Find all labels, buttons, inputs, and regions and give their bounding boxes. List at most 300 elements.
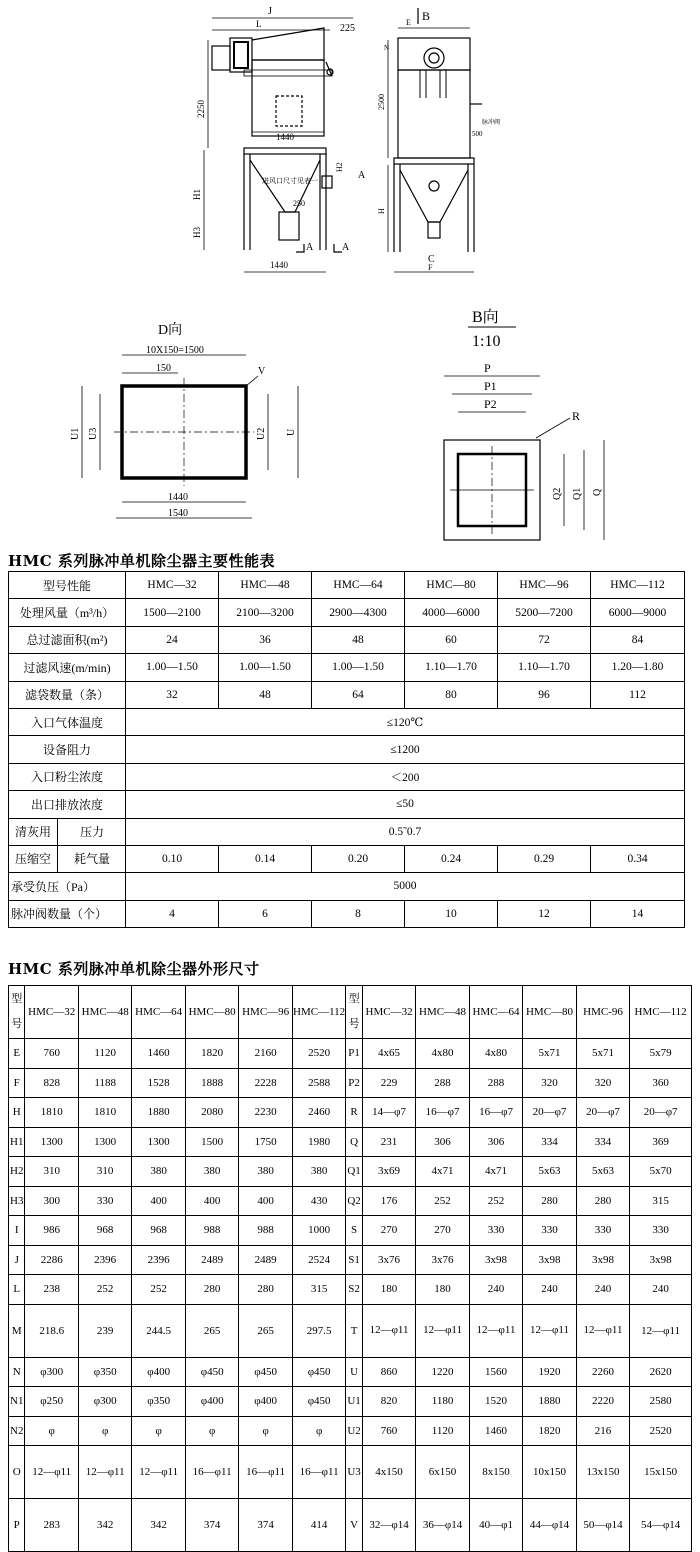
- table-cell: 0.5˜0.7: [126, 818, 685, 845]
- table-cell: 310: [25, 1157, 78, 1187]
- dim-1540: 1540: [168, 508, 188, 519]
- header-cell: HMC—96: [498, 572, 591, 599]
- row-label: 过滤风速(m/min): [9, 654, 126, 681]
- table-row: [9, 572, 685, 599]
- table-cell: 1000: [292, 1216, 345, 1246]
- table-cell: 0.29: [498, 845, 591, 872]
- table-cell: 360: [630, 1068, 692, 1098]
- table-cell: 3x98: [469, 1245, 522, 1275]
- table-row: [9, 845, 685, 872]
- row-label: N: [9, 1357, 25, 1387]
- dim-e: E: [406, 18, 411, 27]
- row-label: S: [346, 1216, 362, 1246]
- table-cell: 2396: [132, 1245, 185, 1275]
- label-b: B: [422, 9, 431, 23]
- table-cell: 8x150: [469, 1446, 522, 1499]
- table-cell: 2460: [292, 1098, 345, 1128]
- table-cell: 3x69: [362, 1157, 415, 1187]
- table-row: [9, 1416, 692, 1446]
- header-cell: HMC—64: [469, 986, 522, 1039]
- row-label: 总过滤面积(m²): [9, 626, 126, 653]
- table-cell: 2220: [576, 1387, 629, 1417]
- table-cell: 2489: [185, 1245, 238, 1275]
- table-cell: 2228: [239, 1068, 292, 1098]
- table-cell: 50—φ14: [576, 1499, 629, 1552]
- table-cell: 1.00—1.50: [312, 654, 405, 681]
- table-cell: φ300: [78, 1387, 131, 1417]
- dim-10x150: 10X150=1500: [146, 345, 204, 356]
- table-cell: 5x71: [523, 1039, 576, 1069]
- table-cell: 430: [292, 1186, 345, 1216]
- table-cell: 297.5: [292, 1304, 345, 1357]
- table-cell: 3x76: [362, 1245, 415, 1275]
- table-cell: 24: [126, 626, 219, 653]
- table-cell: 6000—9000: [591, 599, 685, 626]
- table-row: [9, 1499, 692, 1552]
- table-cell: 0.34: [591, 845, 685, 872]
- inlet-note: 进风口尺寸见表一: [262, 177, 318, 185]
- table-cell: 252: [416, 1186, 469, 1216]
- header-cell: HMC—64: [132, 986, 185, 1039]
- table-cell: 5x63: [523, 1157, 576, 1187]
- table-cell: ＜200: [126, 763, 685, 790]
- table-cell: 1120: [416, 1416, 469, 1446]
- table-cell: 283: [25, 1499, 78, 1552]
- table-cell: 1.10—1.70: [498, 654, 591, 681]
- table-cell: 306: [416, 1127, 469, 1157]
- dim-f: F: [428, 263, 433, 272]
- table-cell: 4x71: [469, 1157, 522, 1187]
- table-cell: 280: [576, 1186, 629, 1216]
- table-cell: 36: [219, 626, 312, 653]
- table-cell: 0.24: [405, 845, 498, 872]
- dim-q2: Q2: [552, 487, 563, 500]
- row-label: Q: [346, 1127, 362, 1157]
- table-cell: 2100—3200: [219, 599, 312, 626]
- header-cell: HMC—32: [25, 986, 78, 1039]
- table-cell: φ350: [78, 1357, 131, 1387]
- table-cell: 20—φ7: [576, 1098, 629, 1128]
- table-cell: φ: [78, 1416, 131, 1446]
- table-cell: 270: [362, 1216, 415, 1246]
- row-label: 处理风量（m³/h）: [9, 599, 126, 626]
- row-label: U2: [346, 1416, 362, 1446]
- dim-u: U: [286, 428, 297, 436]
- header-cell: HMC—32: [126, 572, 219, 599]
- table-cell: 12—φ11: [132, 1446, 185, 1499]
- table-cell: 400: [239, 1186, 292, 1216]
- header-cell: 型号: [9, 986, 25, 1039]
- performance-title: HMC 系列脉冲单机除尘器主要性能表: [8, 552, 275, 570]
- table-cell: 380: [239, 1157, 292, 1187]
- table-cell: 320: [576, 1068, 629, 1098]
- table-cell: 988: [185, 1216, 238, 1246]
- dim-h3: H3: [192, 227, 202, 238]
- dim-p1: P1: [484, 379, 497, 393]
- table-cell: 1880: [132, 1098, 185, 1128]
- table-cell: 40—φ1: [469, 1499, 522, 1552]
- pressure-label: 压力: [79, 824, 104, 839]
- row-label: H3: [9, 1186, 25, 1216]
- dim-p2: P2: [484, 397, 497, 411]
- table-cell: 176: [362, 1186, 415, 1216]
- table-cell: φ: [239, 1416, 292, 1446]
- table-row: [9, 1068, 692, 1098]
- table-row: [9, 681, 685, 708]
- header-cell: HMC—112: [591, 572, 685, 599]
- table-cell: 310: [78, 1157, 131, 1187]
- table-cell: 15x150: [630, 1446, 692, 1499]
- side-view: [358, 8, 500, 272]
- front-view: [192, 6, 355, 272]
- table-cell: 4: [126, 900, 219, 927]
- label-v: V: [258, 366, 266, 377]
- table-cell: 16—φ11: [185, 1446, 238, 1499]
- table-cell: φ350: [132, 1387, 185, 1417]
- table-cell: 1.20—1.80: [591, 654, 685, 681]
- table-cell: 16—φ7: [469, 1098, 522, 1128]
- table-cell: 288: [416, 1068, 469, 1098]
- dim-u1: U1: [70, 427, 81, 440]
- dim-1440-inner: 1440: [276, 132, 294, 142]
- table-cell: 20—φ7: [523, 1098, 576, 1128]
- table-cell: ≤50: [126, 791, 685, 818]
- row-label: N2: [9, 1416, 25, 1446]
- table-cell: 12—φ11: [78, 1446, 131, 1499]
- table-cell: 20—φ7: [630, 1098, 692, 1128]
- table-row: [9, 791, 685, 818]
- table-cell: 1300: [132, 1127, 185, 1157]
- table-cell: 2396: [78, 1245, 131, 1275]
- clean-air-label-2: [9, 845, 126, 872]
- dim-q1: Q1: [572, 487, 583, 500]
- table-cell: 0.20: [312, 845, 405, 872]
- table-cell: 1500: [185, 1127, 238, 1157]
- table-cell: 400: [132, 1186, 185, 1216]
- dim-1440-d: 1440: [168, 492, 188, 503]
- dim-225: 225: [340, 23, 355, 34]
- table-cell: 8: [312, 900, 405, 927]
- table-cell: 5x70: [630, 1157, 692, 1187]
- header-cell: HMC—48: [78, 986, 131, 1039]
- table-cell: 1.10—1.70: [405, 654, 498, 681]
- row-label: Q1: [346, 1157, 362, 1187]
- header-cell: 型号性能: [9, 572, 126, 599]
- table-cell: 32—φ14: [362, 1499, 415, 1552]
- table-cell: 12: [498, 900, 591, 927]
- table-cell: 300: [25, 1186, 78, 1216]
- table-cell: 330: [469, 1216, 522, 1246]
- table-cell: 334: [523, 1127, 576, 1157]
- table-cell: 2260: [576, 1357, 629, 1387]
- dim-2250: 2250: [196, 100, 206, 118]
- header-cell: HMC—80: [185, 986, 238, 1039]
- table-cell: 4x65: [362, 1039, 415, 1069]
- table-cell: 1980: [292, 1127, 345, 1157]
- table-cell: 306: [469, 1127, 522, 1157]
- table-cell: 265: [239, 1304, 292, 1357]
- table-cell: 5200—7200: [498, 599, 591, 626]
- table-cell: 240: [630, 1275, 692, 1305]
- table-cell: 10x150: [523, 1446, 576, 1499]
- table-cell: 1880: [523, 1387, 576, 1417]
- row-label: 承受负压（Pa）: [9, 873, 126, 900]
- table-cell: 218.6: [25, 1304, 78, 1357]
- table-cell: 1810: [78, 1098, 131, 1128]
- row-label: 入口粉尘浓度: [9, 763, 126, 790]
- table-cell: 1820: [185, 1039, 238, 1069]
- table-cell: 1.00—1.50: [219, 654, 312, 681]
- label-a2: A: [342, 242, 350, 253]
- row-label: 滤袋数量（条）: [9, 681, 126, 708]
- table-cell: 968: [132, 1216, 185, 1246]
- table-cell: 2286: [25, 1245, 78, 1275]
- table-cell: 4000—6000: [405, 599, 498, 626]
- table-cell: 216: [576, 1416, 629, 1446]
- table-row: [9, 763, 685, 790]
- table-cell: 369: [630, 1127, 692, 1157]
- table-cell: 330: [576, 1216, 629, 1246]
- table-cell: 760: [25, 1039, 78, 1069]
- table-row: [9, 654, 685, 681]
- dim-n: N: [384, 44, 390, 52]
- clean-air-label: [9, 818, 126, 845]
- table-cell: 112: [591, 681, 685, 708]
- table-cell: 3x98: [630, 1245, 692, 1275]
- dim-250: 250: [293, 199, 305, 208]
- table-row: [9, 736, 685, 763]
- table-cell: 280: [185, 1275, 238, 1305]
- table-cell: 288: [469, 1068, 522, 1098]
- table-cell: 1220: [416, 1357, 469, 1387]
- table-cell: ≤120℃: [126, 708, 685, 735]
- row-label: P1: [346, 1039, 362, 1069]
- table-cell: 2520: [630, 1416, 692, 1446]
- table-cell: 84: [591, 626, 685, 653]
- header-cell: 型号: [346, 986, 362, 1039]
- clean-label-1: 清灰用: [14, 824, 51, 839]
- table-cell: 828: [25, 1068, 78, 1098]
- table-cell: 12—φ11: [362, 1304, 415, 1357]
- table-cell: 342: [78, 1499, 131, 1552]
- dim-h1: H1: [192, 189, 202, 200]
- label-a-side: A: [358, 170, 366, 181]
- view-b: [444, 308, 604, 540]
- table-cell: 986: [25, 1216, 78, 1246]
- table-cell: 988: [239, 1216, 292, 1246]
- row-label: 出口排放浓度: [9, 791, 126, 818]
- table-cell: 252: [132, 1275, 185, 1305]
- table-cell: 244.5: [132, 1304, 185, 1357]
- header-cell: HMC—32: [362, 986, 415, 1039]
- table-cell: 12—φ11: [523, 1304, 576, 1357]
- table-cell: 16—φ11: [292, 1446, 345, 1499]
- table-cell: 12—φ11: [576, 1304, 629, 1357]
- performance-table: [8, 571, 685, 928]
- table-cell: 3x98: [523, 1245, 576, 1275]
- table-cell: 6x150: [416, 1446, 469, 1499]
- dim-j: J: [268, 6, 272, 17]
- table-cell: 32: [126, 681, 219, 708]
- table-cell: φ450: [239, 1357, 292, 1387]
- row-label: S1: [346, 1245, 362, 1275]
- header-cell: HMC—96: [239, 986, 292, 1039]
- table-cell: 330: [523, 1216, 576, 1246]
- engineering-drawing: [0, 0, 700, 548]
- row-label: O: [9, 1446, 25, 1499]
- table-cell: φ: [185, 1416, 238, 1446]
- table-row: [9, 1186, 692, 1216]
- table-cell: 374: [239, 1499, 292, 1552]
- dim-p: P: [484, 361, 491, 375]
- table-cell: φ400: [185, 1387, 238, 1417]
- dimensions-title: HMC 系列脉冲单机除尘器外形尺寸: [8, 960, 260, 978]
- table-cell: φ: [132, 1416, 185, 1446]
- table-cell: 60: [405, 626, 498, 653]
- table-cell: 4x80: [469, 1039, 522, 1069]
- table-row: [9, 986, 692, 1039]
- table-cell: 2489: [239, 1245, 292, 1275]
- table-cell: 400: [185, 1186, 238, 1216]
- table-cell: 36—φ14: [416, 1499, 469, 1552]
- table-cell: 968: [78, 1216, 131, 1246]
- table-cell: 10: [405, 900, 498, 927]
- table-cell: 2160: [239, 1039, 292, 1069]
- table-cell: 12—φ11: [25, 1446, 78, 1499]
- table-cell: 1460: [469, 1416, 522, 1446]
- row-label: I: [9, 1216, 25, 1246]
- table-cell: 12—φ11: [416, 1304, 469, 1357]
- table-row: [9, 599, 685, 626]
- dim-h2: H2: [335, 162, 344, 172]
- table-cell: 820: [362, 1387, 415, 1417]
- table-cell: φ400: [239, 1387, 292, 1417]
- table-row: [9, 900, 685, 927]
- label-c: C: [428, 254, 435, 265]
- table-cell: 180: [416, 1275, 469, 1305]
- table-cell: 48: [219, 681, 312, 708]
- table-row: [9, 873, 685, 900]
- table-cell: 252: [469, 1186, 522, 1216]
- table-cell: φ400: [132, 1357, 185, 1387]
- table-cell: 14: [591, 900, 685, 927]
- header-cell: HMC—48: [219, 572, 312, 599]
- table-cell: 1810: [25, 1098, 78, 1128]
- table-cell: 2588: [292, 1068, 345, 1098]
- table-cell: 96: [498, 681, 591, 708]
- table-cell: 1560: [469, 1357, 522, 1387]
- view-b-scale: 1:10: [472, 333, 501, 350]
- row-label: T: [346, 1304, 362, 1357]
- table-row: [9, 708, 685, 735]
- table-row: [9, 626, 685, 653]
- row-label: 入口气体温度: [9, 708, 126, 735]
- table-cell: 13x150: [576, 1446, 629, 1499]
- table-row: [9, 1275, 692, 1305]
- dim-l: L: [256, 19, 262, 29]
- table-cell: 3x98: [576, 1245, 629, 1275]
- table-cell: 760: [362, 1416, 415, 1446]
- table-cell: 1188: [78, 1068, 131, 1098]
- table-cell: 380: [185, 1157, 238, 1187]
- table-cell: 2080: [185, 1098, 238, 1128]
- table-cell: 2580: [630, 1387, 692, 1417]
- dim-1440: 1440: [270, 260, 288, 270]
- row-label: M: [9, 1304, 25, 1357]
- dimensions-table: [8, 985, 692, 1552]
- table-cell: 16—φ7: [416, 1098, 469, 1128]
- table-cell: 1120: [78, 1039, 131, 1069]
- table-cell: ≤1200: [126, 736, 685, 763]
- dim-h: H: [377, 208, 386, 214]
- table-cell: 240: [469, 1275, 522, 1305]
- table-row: [9, 1446, 692, 1499]
- table-cell: 1300: [25, 1127, 78, 1157]
- table-cell: 374: [185, 1499, 238, 1552]
- view-d-title: D向: [158, 323, 183, 338]
- table-cell: 238: [25, 1275, 78, 1305]
- row-label: 脉冲阀数量（个）: [9, 900, 126, 927]
- table-cell: 1180: [416, 1387, 469, 1417]
- table-cell: 16—φ11: [239, 1446, 292, 1499]
- header-cell: HMC—112: [630, 986, 692, 1039]
- table-cell: 860: [362, 1357, 415, 1387]
- table-cell: 2230: [239, 1098, 292, 1128]
- table-cell: 4x80: [416, 1039, 469, 1069]
- table-row: [9, 1304, 692, 1357]
- table-cell: 72: [498, 626, 591, 653]
- row-label: H: [9, 1098, 25, 1128]
- table-cell: φ: [292, 1416, 345, 1446]
- table-cell: 44—φ14: [523, 1499, 576, 1552]
- table-row: [9, 1157, 692, 1187]
- row-label: F: [9, 1068, 25, 1098]
- row-label: U1: [346, 1387, 362, 1417]
- row-label: J: [9, 1245, 25, 1275]
- table-cell: 240: [523, 1275, 576, 1305]
- header-cell: HMC—80: [405, 572, 498, 599]
- dim-2500: 2500: [377, 94, 386, 110]
- table-cell: 180: [362, 1275, 415, 1305]
- table-cell: 229: [362, 1068, 415, 1098]
- table-cell: 12—φ11: [469, 1304, 522, 1357]
- header-cell: HMC—112: [292, 986, 345, 1039]
- table-row: [9, 1387, 692, 1417]
- table-cell: 5x63: [576, 1157, 629, 1187]
- table-cell: 1500—2100: [126, 599, 219, 626]
- table-cell: 231: [362, 1127, 415, 1157]
- label-r: R: [572, 409, 581, 423]
- table-cell: 14—φ7: [362, 1098, 415, 1128]
- table-cell: 1.00—1.50: [126, 654, 219, 681]
- table-cell: 1888: [185, 1068, 238, 1098]
- row-label: P2: [346, 1068, 362, 1098]
- table-cell: 320: [523, 1068, 576, 1098]
- row-label: U3: [346, 1446, 362, 1499]
- table-cell: 342: [132, 1499, 185, 1552]
- table-cell: 5x79: [630, 1039, 692, 1069]
- table-cell: 2520: [292, 1039, 345, 1069]
- table-cell: 1820: [523, 1416, 576, 1446]
- table-cell: φ450: [292, 1357, 345, 1387]
- dim-u3: U3: [88, 427, 99, 440]
- row-label: N1: [9, 1387, 25, 1417]
- table-cell: 2620: [630, 1357, 692, 1387]
- dim-500: 500: [472, 130, 483, 138]
- table-cell: 12—φ11: [630, 1304, 692, 1357]
- row-label: P: [9, 1499, 25, 1552]
- table-cell: 315: [630, 1186, 692, 1216]
